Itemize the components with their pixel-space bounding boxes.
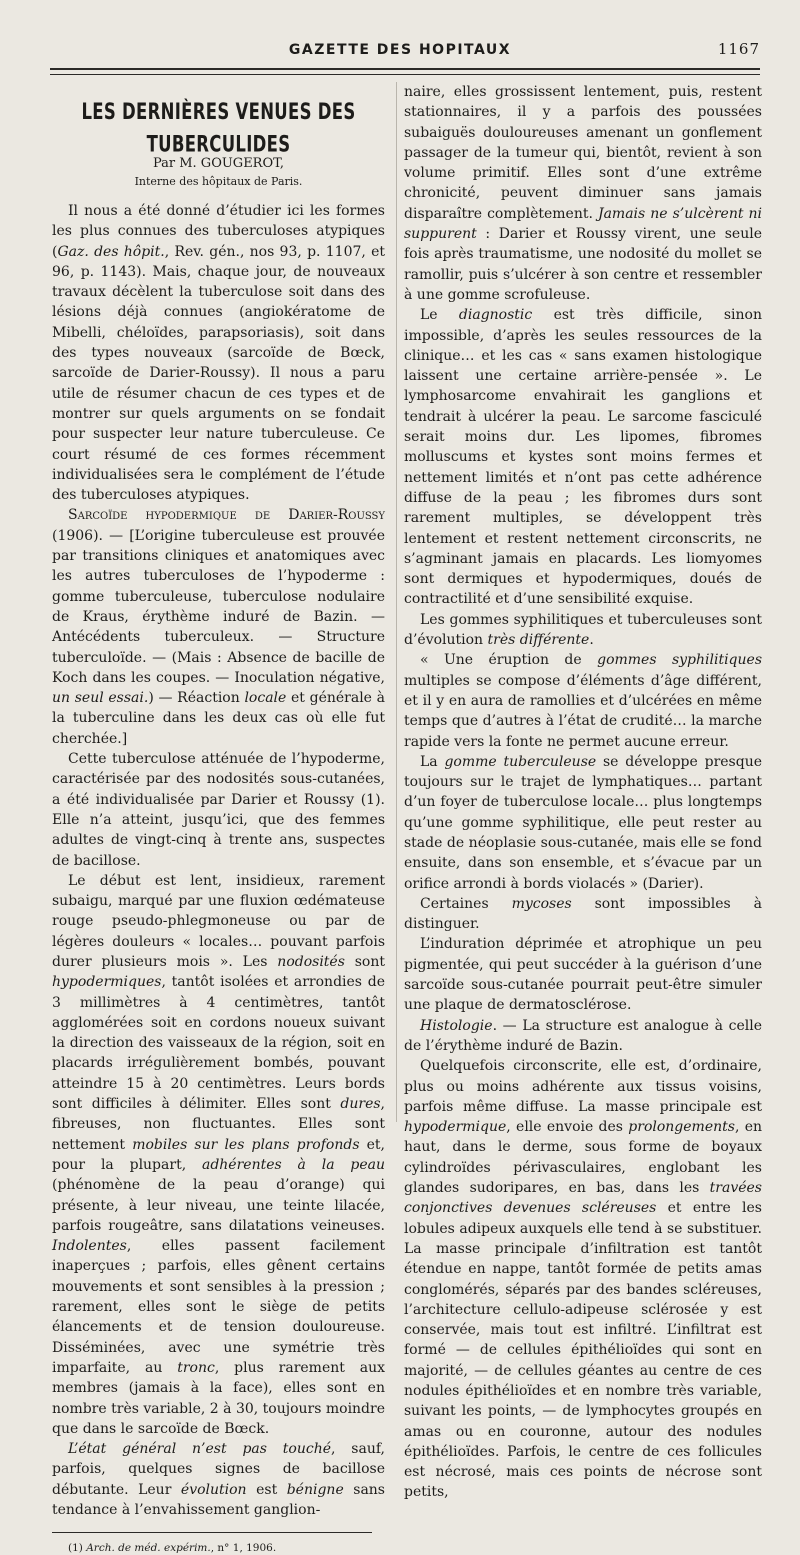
page-number: 1167 xyxy=(717,40,760,58)
article-byline: Par M. GOUGEROT, xyxy=(152,156,285,171)
article-title: LES DERNIÈRES VENUES DES TUBERCULIDES xyxy=(81,98,356,157)
header-rule-thin xyxy=(50,74,760,75)
paragraph: Histologie. — La structure est analogue à celle de l’érythème induré de Bazin. xyxy=(404,1017,762,1054)
left-column xyxy=(52,82,385,1555)
paragraph: L’état général n’est pas touché, sauf, parfois, quelques signes de bacillose débutante. Leur évolution est bénigne sans tendance à l’envahissement ganglion- xyxy=(52,1441,385,1518)
running-header: GAZETTE DES HOPITAUX xyxy=(288,42,512,58)
footnote-rule xyxy=(52,1532,372,1533)
paragraph: Il nous a été donné d’étudier ici les formes les plus connues des tuberculoses atypiques (Gaz. des hôpit., Rev. gén., nos 93, p. 1107, et 96, p. 1143). Mais, chaque jour, de nouveaux travaux décèlent la tuberculose soit dans des lésions déjà connues (angiokératome de Mibelli, chéloïdes, parapsoriasis), soit dans des types nouveaux (sarcoïde de Bœck, sarcoïde de Darier-Roussy). Il nous a paru utile de résumer chacun de ces types et de montrer sur quels arguments on se fondait pour suspecter leur nature tuberculeuse. Ce court résumé de ces formes récemment individualisées sera le complément de l’étude des tuberculoses atypiques. xyxy=(52,203,386,504)
right-column xyxy=(404,82,762,1503)
paragraph: L’induration déprimée et atrophique un peu pigmentée, qui peut succéder à la guérison d’une sarcoïde sous-cutanée pourrait peut-être simuler une plaque de dermatosclérose. xyxy=(404,936,762,1014)
paragraph: Les gommes syphilitiques et tuberculeuses sont d’évolution très différente. xyxy=(404,611,762,649)
section-heading: Sarcoïde hypodermique de Darier-Roussy xyxy=(68,507,385,524)
column-divider xyxy=(396,82,397,1122)
paragraph: Cette tuberculose atténuée de l’hypoderme, caractérisée par des nodosités sous-cutanées, a été individualisée par Darier et Roussy (1). Elle n’a atteint, jusqu’ici, que des femmes adultes de vingt-cinq à trente ans, suspectes de bacillose. xyxy=(52,751,385,869)
paragraph: Le début est lent, insidieux, rarement subaigu, marqué par une fluxion œdémateuse rouge pseudo-phlegmoneuse ou par de légères douleurs « locales… pouvant parfois durer plusieurs mois ». Les nodosités sont hypodermiques, tantôt isolées et arrondies de 3 millimètres à 4 centimètres, tantôt agglomérées soit en cordons noueux suivant la direction des vaisseaux de la région, soit en placards irrégulièrement bombés, pouvant atteindre 15 à 20 centimètres. Leurs bords sont difficiles à délimiter. Elles sont dures, fibreuses, non fluctuantes. Elles sont nettement mobiles sur les plans profonds et, pour la plupart, adhérentes à la peau (phénomène de la peau d’orange) qui présente, à leur niveau, une teinte lilacée, parfois rougeâtre, sans dilatations veineuses. Indolentes, elles passent facilement inaperçues ; parfois, elles gênent certains mouvements et sont sensibles à la pression ; rarement, elles sont le siège de petits élancements et de tension douloureuse. Disséminées, avec une symétrie très imparfaite, au tronc, plus rarement aux membres (jamais à la face), elles sont en nombre très variable, 2 à 30, toujours moindre que dans le sarcoïde de Bœck. xyxy=(52,872,386,1437)
paragraph: Certaines mycoses sont impossibles à distinguer. xyxy=(404,895,763,933)
paragraph: Le diagnostic est très difficile, sinon impossible, d’après les seules ressources de la clinique… et les cas « sans examen histologique laissent une certaine arrière-pensée ». Le lymphosarcome envahirait les ganglions et tendrait à ulcérer la peau. Le sarcome fasciculé serait moins dur. Les lipomes, fibromes molluscums et kystes sont moins fermes et nettement limités et n’ont pas cette adhérence diffuse de la peau ; les fibromes durs sont rarement multiples, se développent très lentement et restent nettement circonscrits, ne s’agminant jamais en placards. Les liomyomes sont dermiques et hypodermiques, doués de contractilité et d’une sensibilité exquise. xyxy=(404,307,762,608)
paragraph: La gomme tuberculeuse se développe presque toujours sur le trajet de lymphatiques… partant d’un foyer de tuberculose locale… plus longtemps qu’une gomme syphilitique, elle peut rester au stade de néoplasie sous-cutanée, mais elle se fond ensuite, dans son ensemble, et s’évacue par un orifice arrondi à bords violacés » (Darier). xyxy=(404,753,762,892)
header-rule-thick xyxy=(50,68,760,70)
section-paragraph: Sarcoïde hypodermique de Darier-Roussy (1906). — [L’origine tuberculeuse est prouvée par transitions cliniques et anatomiques avec les autres tuberculoses de l’hypoderme : gomme tuberculeuse, tuberculose nodulaire de Kraus, érythème induré de Bazin. — Antécédents tuberculeux. — Structure tuberculoïde. — (Mais : Absence de bacille de Koch dans les coupes. — Inoculation négative, un seul essai.) — Réaction locale et générale à la tuberculine dans les deux cas où elle fut cherchée.] xyxy=(52,507,386,747)
author-affiliation: Interne des hôpitaux de Paris. xyxy=(134,175,303,188)
paragraph: naire, elles grossissent lentement, puis, restent stationnaires, il y a parfois des poussées subaiguës douloureuses amenant un gonflement passager de la tumeur qui, bientôt, revient à son volume primitif. Elles sont d’une extrême chronicité, peuvent diminuer sans jamais disparaître complètement. Jamais ne s’ulcèrent ni suppurent : Darier et Roussy virent, une seule fois après traumatisme, une nodosité du mollet se ramollir, puis s’ulcérer à son centre et ressembler à une gomme scrofuleuse. xyxy=(404,84,762,303)
paragraph: « Une éruption de gommes syphilitiques multiples se compose d’éléments d’âge différent, et il y en aura de ramollies et d’ulcérées en même temps que d’autres à l’état de crudité… la marche rapide vers la fonte ne permet aucune erreur. xyxy=(404,652,762,750)
paragraph: Quelquefois circonscrite, elle est, d’ordinaire, plus ou moins adhérente aux tissus voisins, parfois même diffuse. La masse principale est hypodermique, elle envoie des prolongements, en haut, dans le derme, sous forme de boyaux cylindroïdes périvasculaires, englobant les glandes sudoripares, en bas, dans les travées conjonctives devenues scléreuses et entre les lobules adipeux auxquels elle tend à se substituer. La masse principale d’infiltration est tantôt étendue en nappe, tantôt formée de petits amas conglomérés, séparés par des bandes scléreuses, l’architecture cellulo-adipeuse sclérosée y est conservée, mais tout est infiltré. L’infiltrat est formé — de cellules épithélioïdes qui sont en majorité, — de cellules géantes au centre de ces nodules épithélioïdes et en nombre très variable, suivant les points, — de lymphocytes groupés en amas ou en couronne, autour des nodules épithélioïdes. Parfois, le centre de ces follicules est nécrosé, mais ces points de nécrose sont petits, xyxy=(404,1058,762,1501)
footnote: (1) Arch. de méd. expérim., n° 1, 1906. xyxy=(68,1542,277,1555)
